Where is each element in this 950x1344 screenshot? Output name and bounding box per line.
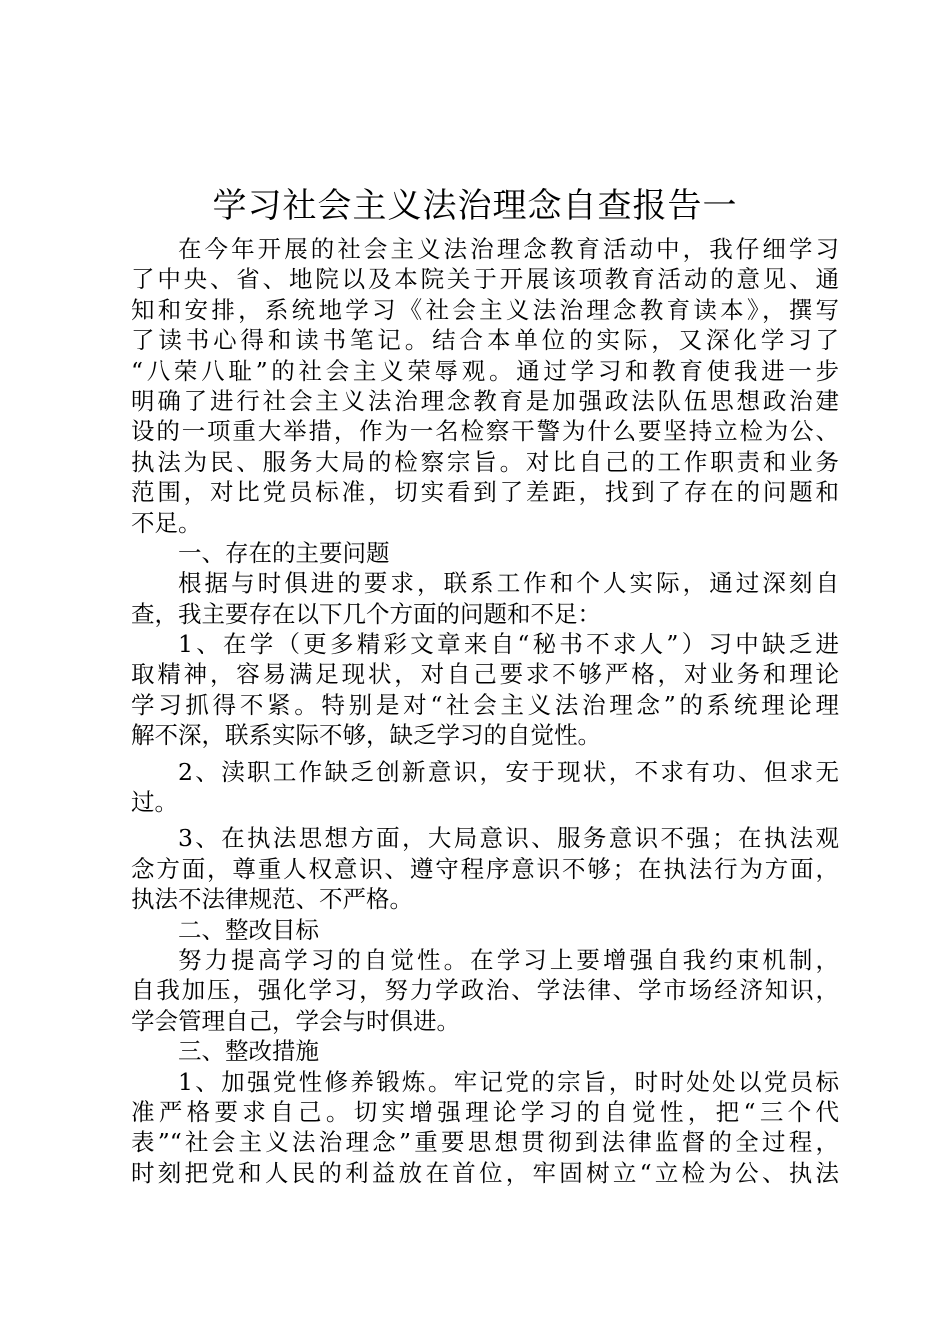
text-line: 不足。	[131, 508, 202, 537]
text-line: 在今年开展的社会主义法治理念教育活动中，我仔细学习	[178, 235, 839, 263]
text-line: 明确了进行社会主义法治理念教育是加强政法队伍思想政治建	[131, 386, 839, 415]
text-line: 设的一项重大举措，作为一名检察干警为什么要坚持立检为公、	[131, 417, 839, 446]
section-heading: 一、存在的主要问题	[178, 538, 390, 567]
section-heading: 三、整改措施	[178, 1037, 319, 1066]
text-line: 念方面，尊重人权意识、遵守程序意识不够；在执法行为方面，	[131, 854, 839, 883]
text-line: 学习抓得不紧。特别是对“社会主义法治理念”的系统理论理	[131, 690, 839, 719]
text-line: “八荣八耻”的社会主义荣辱观。通过学习和教育使我进一步	[131, 356, 839, 385]
text-line: 了读书心得和读书笔记。结合本单位的实际，又深化学习了	[131, 326, 839, 355]
text-line: 范围，对比党员标准，切实看到了差距，找到了存在的问题和	[131, 478, 839, 507]
document-body	[131, 234, 839, 1188]
text-line: 表”“社会主义法治理念”重要思想贯彻到法律监督的全过程，	[131, 1128, 839, 1157]
section-heading: 二、整改目标	[178, 915, 319, 944]
text-line: 执法不法律规范、不严格。	[131, 885, 413, 914]
text-line: 时刻把党和人民的利益放在首位，牢固树立“立检为公、执法	[131, 1158, 839, 1187]
text-line: 准严格要求自己。切实增强理论学习的自觉性，把“三个代	[131, 1097, 839, 1126]
text-line: 3、在执法思想方面，大局意识、服务意识不强；在执法观	[178, 824, 839, 853]
text-line: 知和安排，系统地学习《社会主义法治理念教育读本》，撰写	[131, 295, 839, 324]
document-title: 学习社会主义法治理念自查报告一	[212, 186, 738, 226]
text-line: 1、在学（更多精彩文章来自“秘书不求人”）习中缺乏进	[178, 630, 839, 659]
text-line: 学会管理自己，学会与时俱进。	[131, 1006, 460, 1035]
text-line: 2、渎职工作缺乏创新意识，安于现状，不求有功、但求无	[178, 757, 839, 786]
text-line: 1、加强党性修养锻炼。牢记党的宗旨，时时处处以党员标	[178, 1067, 839, 1096]
text-line: 查，我主要存在以下几个方面的问题和不足：	[131, 599, 601, 628]
text-line: 了中央、省、地院以及本院关于开展该项教育活动的意见、通	[131, 265, 839, 294]
text-line: 根据与时俱进的要求，联系工作和个人实际，通过深刻自	[178, 569, 839, 598]
text-line: 解不深，联系实际不够，缺乏学习的自觉性。	[131, 721, 601, 750]
text-line: 努力提高学习的自觉性。在学习上要增强自我约束机制，	[178, 945, 839, 974]
text-line: 取精神，容易满足现状，对自己要求不够严格，对业务和理论	[131, 660, 839, 689]
text-line: 过。	[131, 788, 178, 817]
text-line: 自我加压，强化学习，努力学政治、学法律、学市场经济知识，	[131, 976, 839, 1005]
text-line: 执法为民、服务大局的检察宗旨。对比自己的工作职责和业务	[131, 447, 839, 476]
